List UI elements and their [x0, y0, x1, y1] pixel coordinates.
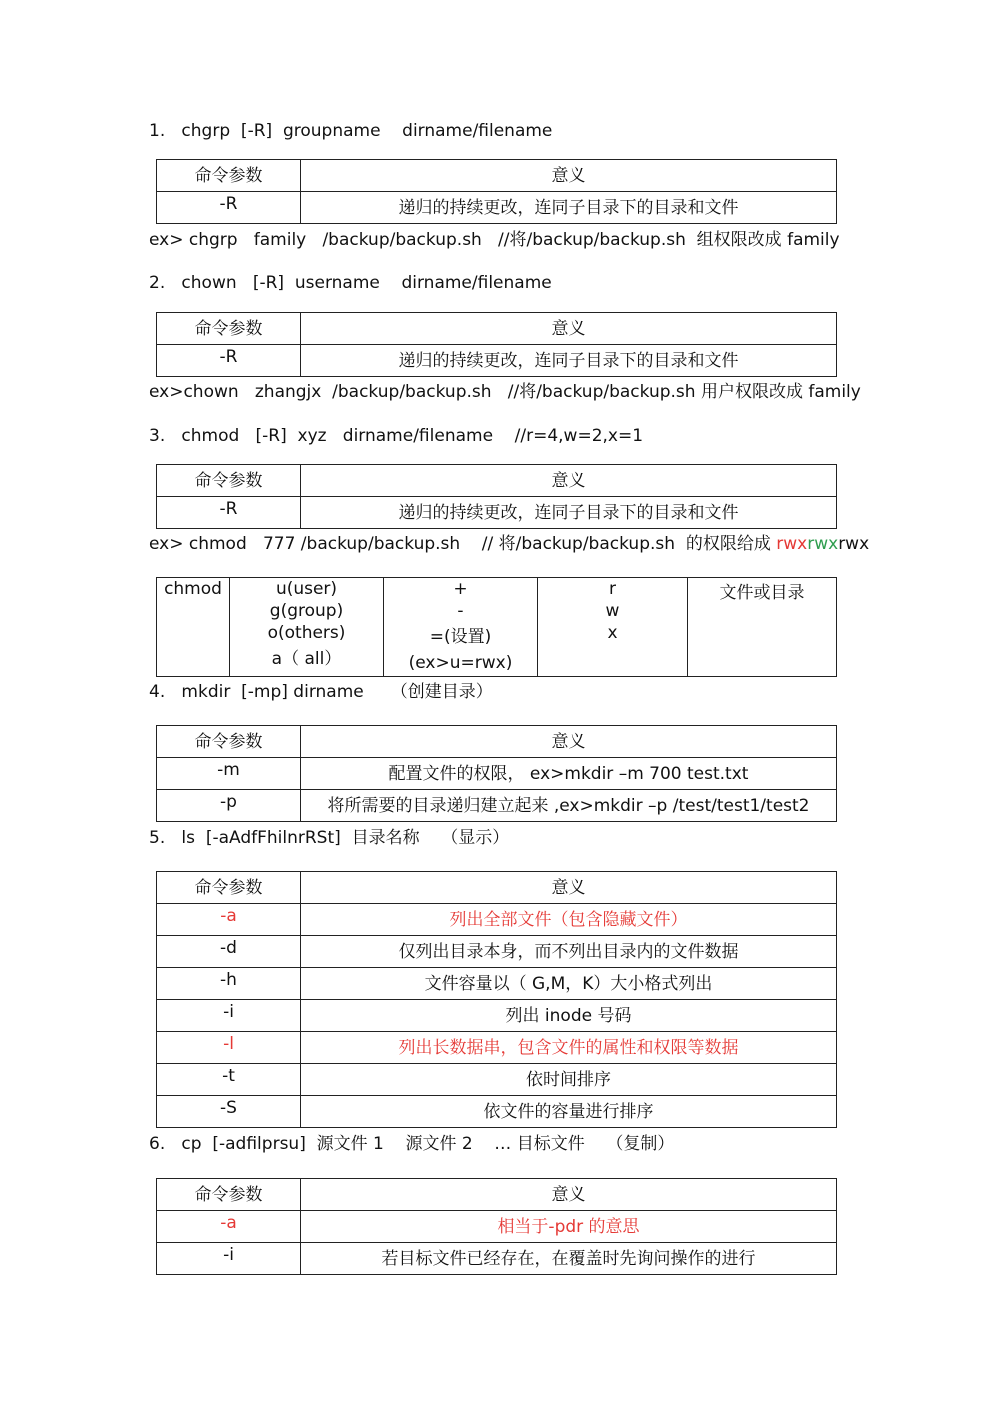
section-5-table: [156, 871, 837, 1128]
col-header-param: 命令参数: [157, 1179, 301, 1211]
param-cell: -i: [157, 1243, 301, 1275]
desc-cell: 仅列出目录本身，而不列出目录内的文件数据: [301, 936, 837, 968]
desc-cell: 若目标文件已经存在，在覆盖时先询问操作的进行: [301, 1243, 837, 1275]
desc-cell: 列出 inode 号码: [301, 1000, 837, 1032]
op-item: (ex>u=rwx): [408, 653, 513, 673]
who-item: g(group): [269, 601, 344, 621]
param-cell: -i: [157, 1000, 301, 1032]
section-4-table: [156, 725, 837, 822]
section-6-table: [156, 1178, 837, 1275]
desc-cell: 文件容量以（ G,M，K）大小格式列出: [301, 968, 837, 1000]
example-text: ex> chmod 777 /backup/backup.sh // 将/backup/backup.sh 的权限给成: [149, 534, 777, 554]
col-header-param: 命令参数: [157, 872, 301, 904]
col-header-param: 命令参数: [157, 465, 301, 497]
section-1-heading: 1. chgrp [-R] groupname dirname/filename: [149, 121, 553, 141]
section-4-heading: 4. mkdir [-mp] dirname （创建目录）: [149, 682, 493, 702]
param-cell: -t: [157, 1064, 301, 1096]
who-item: u(user): [275, 579, 338, 599]
section-6-heading: 6. cp [-adfilprsu] 源文件 1 源文件 2 … 目标文件 （复制）: [149, 1134, 675, 1154]
desc-cell: 递归的持续更改，连同子目录下的目录和文件: [301, 345, 837, 377]
desc-cell: 递归的持续更改，连同子目录下的目录和文件: [301, 497, 837, 529]
param-cell: -a: [157, 904, 301, 936]
col-header-meaning: 意义: [301, 1179, 837, 1211]
chmod-syntax-table: [156, 577, 837, 677]
desc-cell: 列出全部文件（包含隐藏文件）: [301, 904, 837, 936]
perm-cell: [538, 578, 688, 677]
col-header-meaning: 意义: [301, 160, 837, 192]
section-3-table: [156, 464, 837, 529]
section-1-example: ex> chgrp family /backup/backup.sh //将/backup/backup.sh 组权限改成 family: [149, 230, 840, 250]
desc-cell: 依时间排序: [301, 1064, 837, 1096]
section-3-heading: 3. chmod [-R] xyz dirname/filename //r=4,w=2,x=1: [149, 426, 644, 446]
perm-item: w: [605, 601, 620, 621]
section-5-heading: 5. ls [-aAdfFhilnrRSt] 目录名称 （显示）: [149, 828, 510, 848]
param-cell: -a: [157, 1211, 301, 1243]
perm-item: r: [609, 579, 616, 599]
perm-item: x: [607, 623, 618, 643]
section-2-table: [156, 312, 837, 377]
col-header-param: 命令参数: [157, 160, 301, 192]
section-2-example: ex>chown zhangjx /backup/backup.sh //将/backup/backup.sh 用户权限改成 family: [149, 382, 861, 402]
param-cell: -R: [157, 192, 301, 224]
who-item: a（ all）: [271, 649, 342, 669]
perm-owner: rwx: [776, 534, 808, 554]
param-cell: -d: [157, 936, 301, 968]
section-1-table: [156, 159, 837, 224]
desc-cell: 相当于-pdr 的意思: [301, 1211, 837, 1243]
who-cell: [230, 578, 384, 677]
param-cell: -R: [157, 345, 301, 377]
col-header-param: 命令参数: [157, 313, 301, 345]
op-item: -: [457, 601, 464, 621]
desc-cell: 列出长数据串，包含文件的属性和权限等数据: [301, 1032, 837, 1064]
section-2-heading: 2. chown [-R] username dirname/filename: [149, 273, 552, 293]
desc-cell: 依文件的容量进行排序: [301, 1096, 837, 1128]
perm-group: rwx: [807, 534, 839, 554]
section-3-example: [149, 533, 869, 555]
param-cell: -R: [157, 497, 301, 529]
param-cell: -p: [157, 790, 301, 822]
desc-cell: 将所需要的目录递归建立起来 ,ex>mkdir –p /test/test1/test2: [301, 790, 837, 822]
col-header-meaning: 意义: [301, 726, 837, 758]
who-item: o(others): [267, 623, 346, 643]
desc-cell: 递归的持续更改，连同子目录下的目录和文件: [301, 192, 837, 224]
col-header-param: 命令参数: [157, 726, 301, 758]
col-header-meaning: 意义: [301, 465, 837, 497]
op-item: =(设置): [429, 627, 492, 647]
target-cell: 文件或目录: [688, 578, 837, 677]
param-cell: -S: [157, 1096, 301, 1128]
param-cell: -h: [157, 968, 301, 1000]
op-item: +: [453, 579, 468, 599]
col-header-meaning: 意义: [301, 313, 837, 345]
desc-cell: 配置文件的权限， ex>mkdir –m 700 test.txt: [301, 758, 837, 790]
param-cell: -m: [157, 758, 301, 790]
col-header-meaning: 意义: [301, 872, 837, 904]
perm-others: rwx: [838, 534, 870, 554]
chmod-cell: chmod: [157, 578, 230, 677]
param-cell: -l: [157, 1032, 301, 1064]
op-cell: [384, 578, 538, 677]
